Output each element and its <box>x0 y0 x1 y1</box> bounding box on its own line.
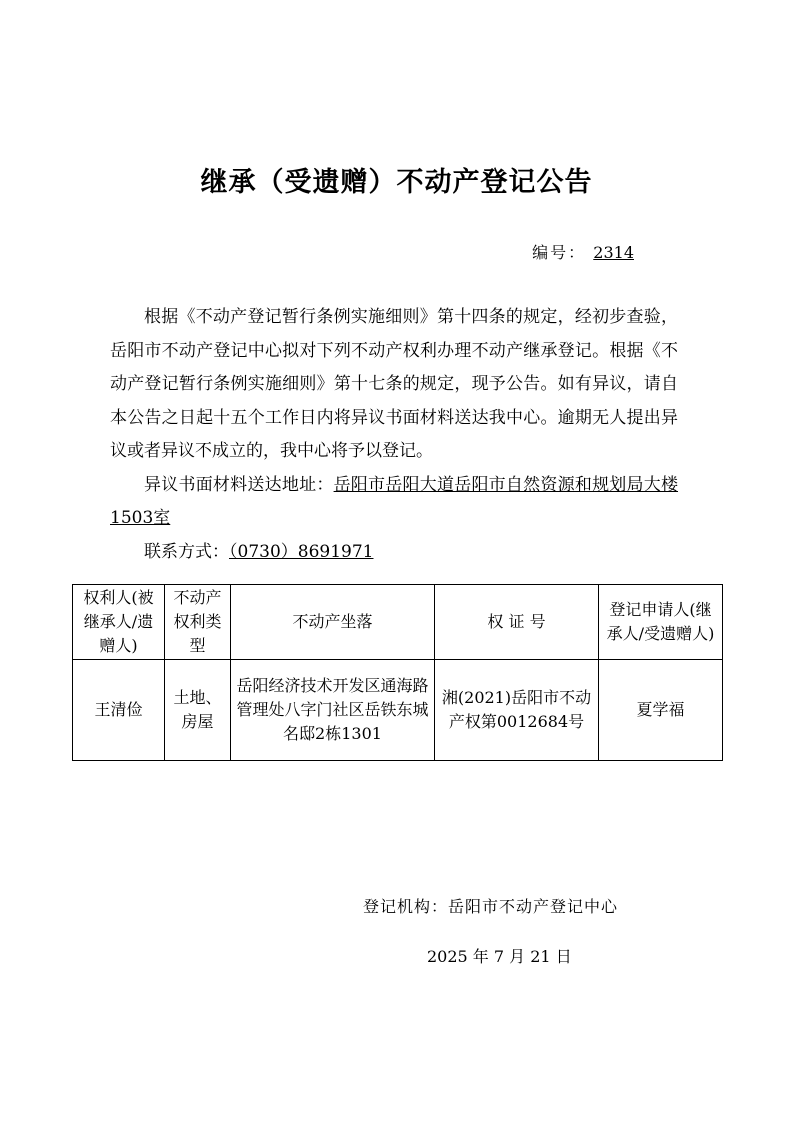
notice-body <box>110 301 678 569</box>
notice-date: 2025 年 7 月 21 日 <box>427 947 572 966</box>
cell-certificate: 湘(2021)岳阳市不动产权第0012684号 <box>435 660 599 761</box>
notice-paragraph: 根据《不动产登记暂行条例实施细则》第十四条的规定，经初步查验，岳阳市不动产登记中心拟对下列不动产权利办理不动产继承登记。根据《不动产登记暂行条例实施细则》第十七条的规定，现予公告。如有异议，请自本公告之日起十五个工作日内将异议书面材料送达我中心。逾期无人提出异议或者异议不成立的，我中心将予以登记。 <box>110 307 678 461</box>
serial-label: 编号： <box>532 243 587 262</box>
objection-address <box>110 469 678 536</box>
contact-info <box>110 536 678 570</box>
cell-location: 岳阳经济技术开发区通海路管理处八字门社区岳铁东城名邸2栋1301 <box>231 660 435 761</box>
header-applicant: 登记申请人(继承人/受遗赠人) <box>599 585 723 660</box>
cell-applicant: 夏学福 <box>599 660 723 761</box>
address-label: 异议书面材料送达地址： <box>144 474 334 495</box>
header-location: 不动产坐落 <box>231 585 435 660</box>
page-title: 继承（受遗赠）不动产登记公告 <box>200 167 593 198</box>
serial-value: 2314 <box>593 243 634 262</box>
cell-holder: 王清俭 <box>73 660 165 761</box>
table-row <box>73 660 723 761</box>
serial-number <box>532 240 634 263</box>
header-holder: 权利人(被继承人/遗赠人) <box>73 585 165 660</box>
contact-value: （0730）8691971 <box>229 541 374 562</box>
address-value: 岳阳市岳阳大道岳阳市自然资源和规划局大楼1503室 <box>110 474 679 528</box>
property-table <box>72 584 723 761</box>
header-right-type: 不动产权利类型 <box>165 585 231 660</box>
header-certificate: 权 证 号 <box>435 585 599 660</box>
cell-right-type: 土地、房屋 <box>165 660 231 761</box>
contact-label: 联系方式： <box>144 541 229 562</box>
table-header-row <box>73 585 723 660</box>
registration-org: 登记机构：岳阳市不动产登记中心 <box>363 897 619 916</box>
